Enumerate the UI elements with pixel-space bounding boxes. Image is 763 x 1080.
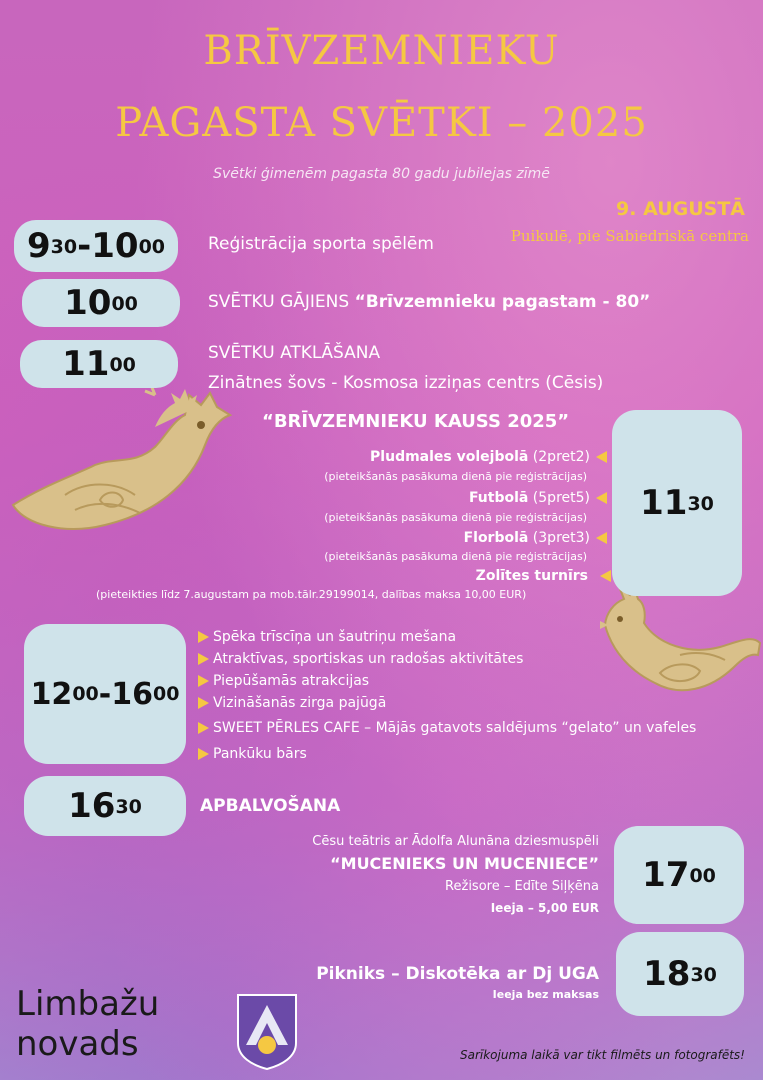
filming-disclaimer: Sarīkojuma laikā var tikt filmēts un fotografēts! <box>459 1048 745 1062</box>
title-line-2: PAGASTA SVĒTKI – 2025 <box>115 100 648 146</box>
activity-item: Piepūšamās atrakcijas <box>198 673 369 689</box>
time-pill-1200-1600: 12 $^{00}$ - 16 $^{00}$ <box>24 624 186 764</box>
cup-sport-volleyball: Pludmales volejbolā (2pret2) <box>370 446 607 465</box>
arrow-icon <box>198 675 209 687</box>
folk-bird-left-image <box>5 385 235 555</box>
title-line-1: BRĪVZEMNIEKU <box>203 28 560 74</box>
registration-text: Reģistrācija sporta spēlēm <box>208 234 434 254</box>
time-pill-1000: 10 $^{00}$ <box>22 279 180 327</box>
event-place: Puikulē, pie Sabiedriskā centra <box>510 227 749 245</box>
cup-note-1: (pieteikšanās pasākuma dienā pie reģistrācijas) <box>324 470 587 483</box>
science-show-text: Zinātnes šovs - Kosmosa izziņas centrs (Cēsis) <box>208 373 604 393</box>
procession-text: SVĒTKU GĀJIENS “Brīvzemnieku pagastam - 80” <box>208 292 651 312</box>
time-pill-1630: 16 $^{30}$ <box>24 776 186 836</box>
limbazi-logo: Limbažu novads <box>16 984 160 1064</box>
event-date: 9. AUGUSTĀ <box>616 198 745 220</box>
awards-text: APBALVOŠANA <box>200 796 341 816</box>
activity-item: Spēka trīscīņa un šautriņu mešana <box>198 629 456 645</box>
cup-note-3: (pieteikšanās pasākuma dienā pie reģistrācijas) <box>324 550 587 563</box>
theatre-block: Cēsu teātris ar Ādolfa Alunāna dziesmuspēli “MUCENIEKS UN MUCENIECE” Režisore – Edīte Siļķēna Ieeja – 5,00 EUR <box>312 834 599 915</box>
folk-bird-right-image <box>600 585 763 710</box>
cup-final-note: (pieteikties līdz 7.augustam pa mob.tālr.29199014, dalības maksa 10,00 EUR) <box>96 588 527 601</box>
arrow-icon <box>198 653 209 665</box>
cup-sport-football: Futbolā (5pret5) <box>469 487 607 506</box>
arrow-icon <box>198 748 209 760</box>
subtitle: Svētki ģimenēm pagasta 80 gadu jubilejas zīmē <box>213 166 550 182</box>
arrow-icon <box>198 631 209 643</box>
time-pill-0930: 9 $^{30}$ - 10 $^{00}$ <box>14 220 178 272</box>
coat-of-arms-icon <box>236 993 298 1071</box>
cup-note-2: (pieteikšanās pasākuma dienā pie reģistrācijas) <box>324 511 587 524</box>
arrow-icon <box>198 722 209 734</box>
activity-item: SWEET PĒRLES CAFE – Mājās gatavots saldējums “gelato” un vafeles <box>198 720 696 736</box>
activity-item: Atraktīvas, sportiskas un radošas aktivitātes <box>198 651 523 667</box>
cup-sport-zolite: Zolītes turnīrs <box>476 565 611 584</box>
time-pill-1130: 11 $^{30}$ <box>612 410 742 596</box>
activity-item: Vizināšanās zirga pajūgā <box>198 695 386 711</box>
opening-title: SVĒTKU ATKLĀŠANA <box>208 343 381 363</box>
activity-item: Pankūku bārs <box>198 746 307 762</box>
picnic-block: Pikniks – Diskotēka ar Dj UGA Ieeja bez maksas <box>316 964 599 1001</box>
time-pill-1700: 17 $^{00}$ <box>614 826 744 924</box>
time-pill-1100: 11 $^{00}$ <box>20 340 178 388</box>
cup-title: “BRĪVZEMNIEKU KAUSS 2025” <box>262 411 570 432</box>
cup-sport-floorball: Florbolā (3pret3) <box>464 527 607 546</box>
time-pill-1830: 18 $^{30}$ <box>616 932 744 1016</box>
arrow-icon <box>198 697 209 709</box>
